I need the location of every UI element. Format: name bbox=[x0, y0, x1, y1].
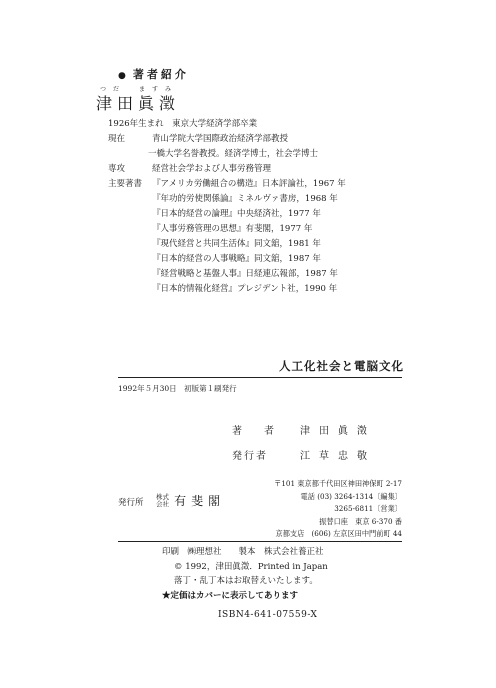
author-credit-value: 津田眞澂 bbox=[300, 426, 376, 437]
address-line: 振替口座 東京 6-370 番 bbox=[319, 516, 402, 526]
work-item: 『経営戦略と基盤人事』日経連広報部，1987 年 bbox=[152, 269, 338, 279]
work-item: 『日本的経営の人事戦略』同文舘，1987 年 bbox=[152, 254, 321, 264]
work-item: 『日本的経営の論理』中央経済社，1977 年 bbox=[152, 209, 321, 219]
bio-line bbox=[108, 117, 346, 132]
bio-line bbox=[108, 147, 346, 162]
address-line: 3265-6811〔営業〕 bbox=[334, 504, 402, 513]
book-title: 人工化社会と電脳文化 bbox=[279, 359, 404, 373]
copyright-line: © 1992，津田眞澂．Printed in Japan bbox=[174, 561, 328, 572]
bio-line bbox=[108, 162, 346, 177]
bio-label: 現在 bbox=[108, 134, 126, 144]
bio-text: 青山学院大学国際政治経済学部教授 bbox=[152, 134, 289, 144]
work-item: 『年功的労使関係論』ミネルヴァ書房，1968 年 bbox=[152, 194, 338, 204]
notice-line: 落丁・乱丁本はお取替えいたします。 bbox=[174, 576, 318, 586]
heading-text: 著者紹介 bbox=[132, 68, 189, 81]
bio-text: 経営社会学および人事労務管理 bbox=[152, 164, 272, 174]
publisher-address bbox=[274, 478, 402, 541]
work-item: 『人事労務管理の思想』有斐閣，1977 年 bbox=[152, 224, 313, 234]
top-rule bbox=[118, 377, 402, 378]
bullet-icon: ● bbox=[118, 71, 129, 81]
author-bio bbox=[108, 117, 346, 192]
address-line: 〒101 東京都千代田区神田神保町 2-17 bbox=[274, 479, 402, 488]
bio-text: 一橋大学名誉教授。経済学博士，社会学博士 bbox=[148, 149, 319, 159]
address-line: 京都支店 (606) 左京区田中門前町 44 bbox=[275, 529, 402, 538]
work-item: 『日本的情報化経営』プレジデント社，1990 年 bbox=[152, 284, 338, 294]
author-name-ruby: つだ ますみ bbox=[100, 86, 179, 93]
work-item: 『現代経営と共同生活体』同文舘，1981 年 bbox=[152, 239, 321, 249]
bio-line bbox=[108, 132, 346, 147]
colophon-footer bbox=[162, 545, 328, 603]
address-line: 電話 (03) 3264-1314〔編集〕 bbox=[300, 491, 402, 501]
publisher-name-block bbox=[156, 490, 225, 509]
price-notice: ★定価はカバーに表示してあります bbox=[162, 590, 299, 601]
publisher-name: 有斐閣 bbox=[174, 494, 226, 508]
bio-line bbox=[108, 177, 346, 192]
work-item: 『アメリカ労働組合の構造』日本評論社，1967 年 bbox=[152, 179, 346, 189]
works-list bbox=[152, 192, 338, 297]
bottom-rule bbox=[118, 541, 402, 542]
author-credit-label: 著 者 bbox=[232, 426, 280, 437]
author-name: 津田眞澂 bbox=[96, 94, 181, 113]
author-intro-heading bbox=[118, 66, 189, 82]
publisher-label: 発行所 bbox=[118, 498, 144, 508]
bio-label: 専攻 bbox=[108, 164, 126, 174]
issue-date: 1992年５月30日 初版第１刷発行 bbox=[118, 384, 237, 393]
kabushiki-kaisha-mark bbox=[156, 494, 169, 508]
publisher-person-label: 発行者 bbox=[232, 451, 268, 462]
bio-text: 1926年生まれ 東京大学経済学部卒業 bbox=[108, 119, 258, 129]
kabushiki-bottom: 会社 bbox=[156, 499, 169, 508]
print-line: 印刷 ㈱理想社 製本 株式会社養正社 bbox=[162, 547, 324, 557]
author-name-block bbox=[96, 86, 180, 113]
kabushiki-top: 株式 bbox=[156, 492, 169, 501]
works-label: 主要著書 bbox=[108, 179, 143, 189]
isbn: ISBN4-641-07559-X bbox=[218, 610, 318, 620]
publisher-person-value: 江草忠敬 bbox=[300, 451, 376, 462]
